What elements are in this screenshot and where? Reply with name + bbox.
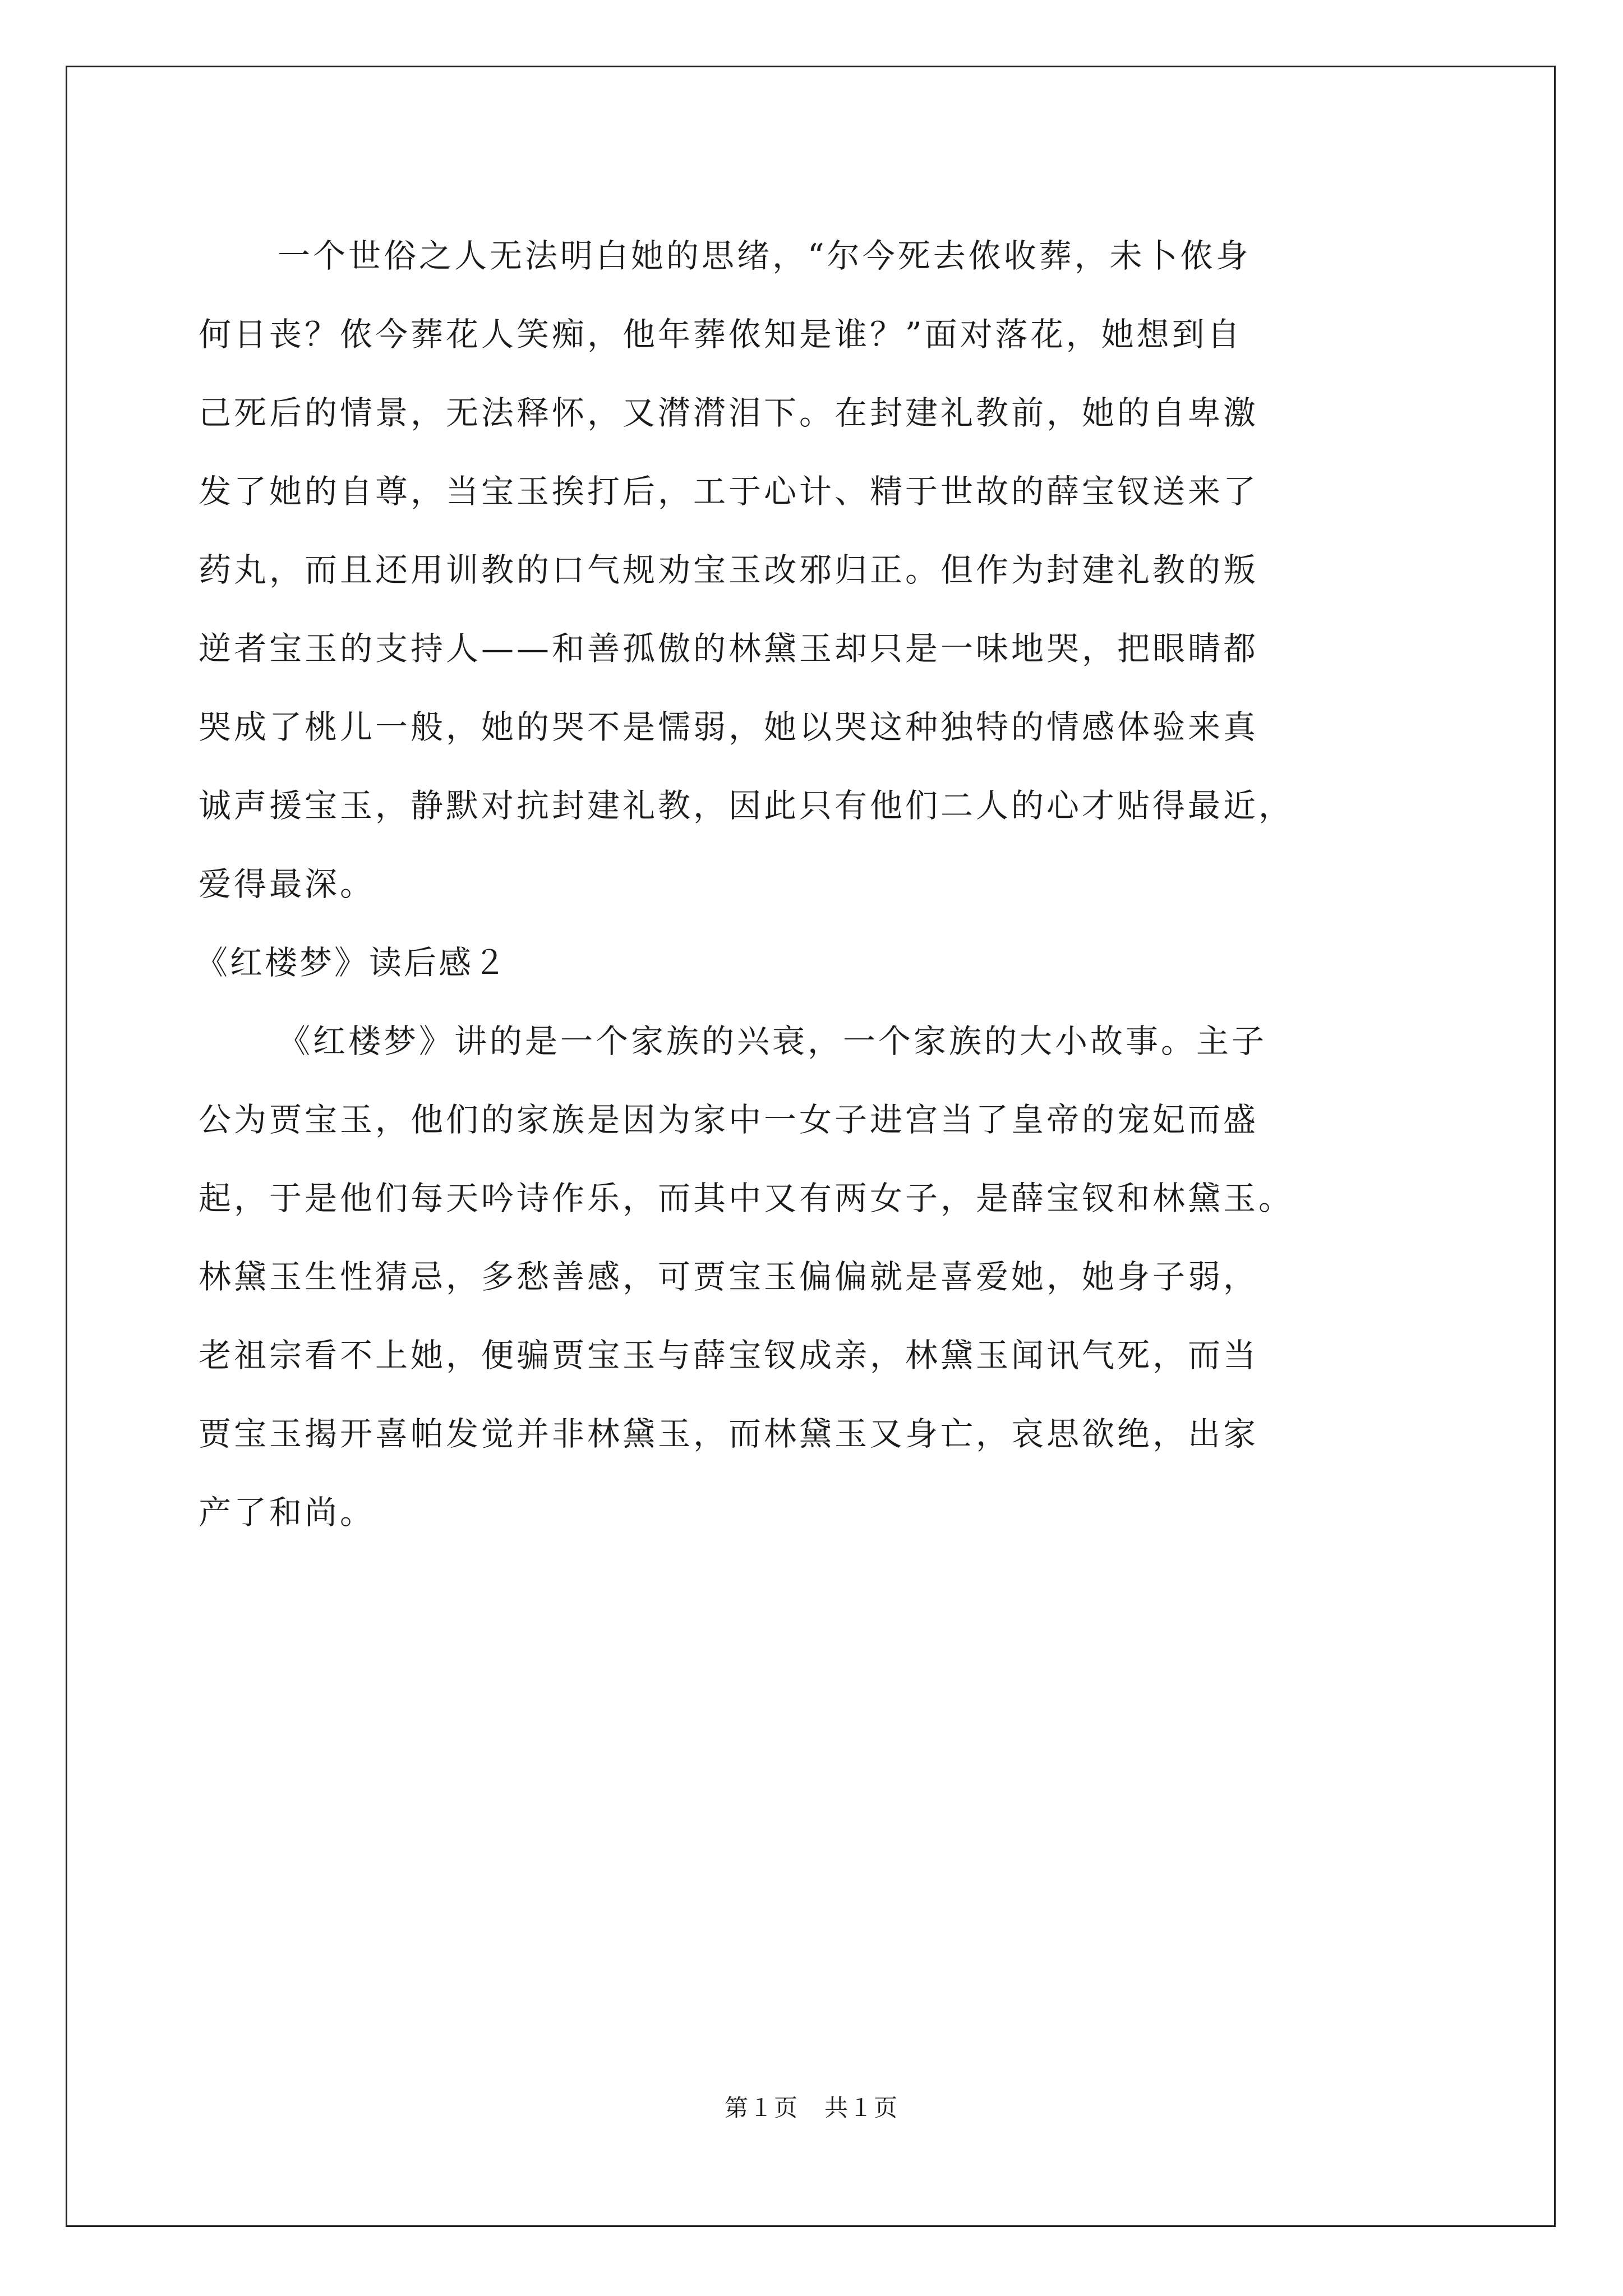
paragraph-line: 公为贾宝玉，他们的家族是因为家中一女子进宫当了皇帝的宠妃而盛: [199, 1101, 1259, 1139]
paragraph-line: 己死后的情景，无法释怀，又潸潸泪下。在封建礼教前，她的自卑激: [199, 394, 1259, 432]
paragraph-line: 产了和尚。: [199, 1493, 376, 1531]
paragraph-line: 哭成了桃儿一般，她的哭不是懦弱，她以哭这种独特的情感体验来真: [199, 708, 1259, 746]
paragraph-1: [199, 217, 1466, 923]
paragraph-line: 林黛玉生性猜忌，多愁善感，可贾宝玉偏偏就是喜爱她，她身子弱，: [199, 1258, 1259, 1296]
paragraph-line: 贾宝玉揭开喜帕发觉并非林黛玉，而林黛玉又身亡，哀思欲绝，出家: [199, 1415, 1259, 1453]
paragraph-line: 《红楼梦》讲的是一个家族的兴衰，一个家族的大小故事。主子: [278, 1022, 1267, 1060]
paragraph-line: 爱得最深。: [199, 865, 376, 903]
paragraph-line: 老祖宗看不上她，便骗贾宝玉与薛宝钗成亲，林黛玉闻讯气死，而当: [199, 1336, 1259, 1374]
paragraph-2: [199, 1002, 1466, 1552]
page-footer: [0, 2091, 1623, 2125]
paragraph-line: 逆者宝玉的支持人——和善孤傲的林黛玉却只是一味地哭，把眼睛都: [199, 629, 1259, 668]
paragraph-line: 何日丧？侬今葬花人笑痴，他年葬侬知是谁？”面对落花，她想到自: [199, 315, 1243, 353]
page-total: 共１页: [824, 2094, 899, 2122]
paragraph-line: 起，于是他们每天吟诗作乐，而其中又有两女子，是薛宝钗和林黛玉。: [199, 1179, 1294, 1217]
page-number: 第１页: [724, 2094, 799, 2122]
paragraph-line: 一个世俗之人无法明白她的思绪，“尔今死去侬收葬，未卜侬身: [278, 237, 1251, 275]
paragraph-line: 药丸，而且还用训教的口气规劝宝玉改邪归正。但作为封建礼教的叛: [199, 551, 1259, 589]
paragraph-line: 诚声援宝玉，静默对抗封建礼教，因此只有他们二人的心才贴得最近，: [199, 786, 1294, 825]
paragraph-line: 发了她的自尊，当宝玉挨打后，工于心计、精于世故的薛宝钗送来了: [199, 472, 1259, 510]
document-body: [195, 217, 1466, 1552]
section-heading: 《红楼梦》读后感２: [195, 944, 509, 982]
